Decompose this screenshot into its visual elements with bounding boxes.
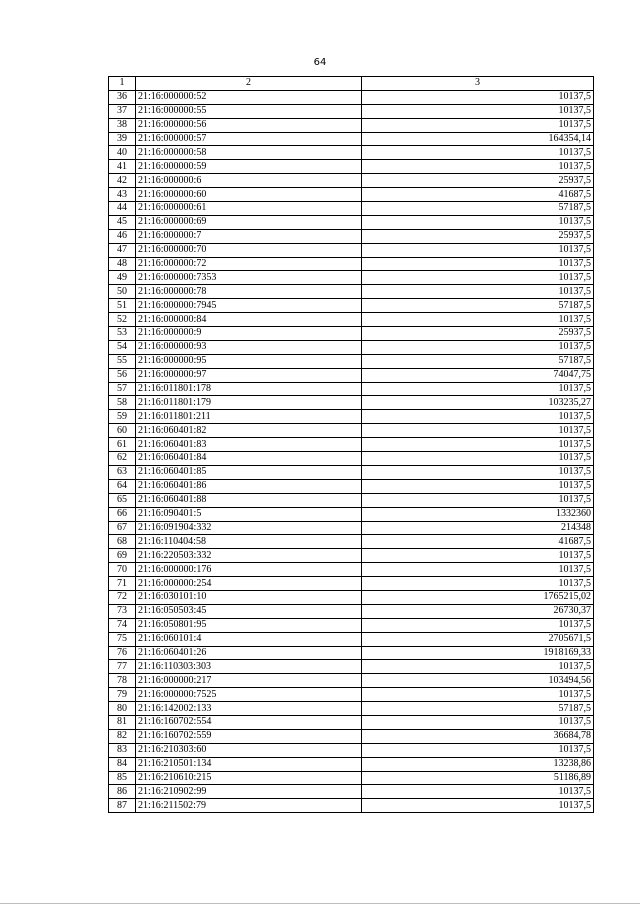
cadastral-number-cell: 21:16:000000:9 <box>136 327 362 341</box>
table-row <box>109 632 594 646</box>
row-number-cell: 69 <box>109 549 136 563</box>
row-number-cell: 41 <box>109 160 136 174</box>
table-row <box>109 674 594 688</box>
row-number-cell: 39 <box>109 132 136 146</box>
cadastral-number-cell: 21:16:210610:215 <box>136 771 362 785</box>
cadastral-number-cell: 21:16:220503:332 <box>136 549 362 563</box>
cadastral-number-cell: 21:16:000000:176 <box>136 563 362 577</box>
value-cell: 1918169,33 <box>362 646 594 660</box>
table-row <box>109 688 594 702</box>
row-number-cell: 65 <box>109 493 136 507</box>
value-cell: 10137,5 <box>362 549 594 563</box>
page-number: 64 <box>313 57 327 68</box>
table-row <box>109 771 594 785</box>
value-cell: 10137,5 <box>362 743 594 757</box>
value-cell: 25937,5 <box>362 327 594 341</box>
cadastral-number-cell: 21:16:091904:332 <box>136 521 362 535</box>
table-row <box>109 563 594 577</box>
value-cell: 57187,5 <box>362 354 594 368</box>
row-number-cell: 46 <box>109 229 136 243</box>
cadastral-number-cell: 21:16:000000:7945 <box>136 299 362 313</box>
row-number-cell: 83 <box>109 743 136 757</box>
table-row <box>109 90 594 104</box>
value-cell: 10137,5 <box>362 160 594 174</box>
value-cell: 10137,5 <box>362 271 594 285</box>
value-cell: 10137,5 <box>362 257 594 271</box>
cadastral-number-cell: 21:16:142002:133 <box>136 702 362 716</box>
value-cell: 41687,5 <box>362 188 594 202</box>
value-cell: 10137,5 <box>362 577 594 591</box>
column-header-1: 1 <box>109 77 136 91</box>
row-number-cell: 43 <box>109 188 136 202</box>
table-row <box>109 313 594 327</box>
table-row <box>109 660 594 674</box>
table-row <box>109 493 594 507</box>
cadastral-number-cell: 21:16:090401:5 <box>136 507 362 521</box>
table-row <box>109 743 594 757</box>
page-bottom-edge <box>0 903 640 904</box>
row-number-cell: 38 <box>109 118 136 132</box>
table-row <box>109 424 594 438</box>
value-cell: 103494,56 <box>362 674 594 688</box>
value-cell: 10137,5 <box>362 410 594 424</box>
cadastral-number-cell: 21:16:060401:26 <box>136 646 362 660</box>
cadastral-number-cell: 21:16:000000:70 <box>136 243 362 257</box>
value-cell: 10137,5 <box>362 438 594 452</box>
column-header-3: 3 <box>362 77 594 91</box>
table-row <box>109 243 594 257</box>
cadastral-number-cell: 21:16:000000:58 <box>136 146 362 160</box>
value-cell: 1332360 <box>362 507 594 521</box>
cadastral-number-cell: 21:16:011801:211 <box>136 410 362 424</box>
row-number-cell: 51 <box>109 299 136 313</box>
row-number-cell: 58 <box>109 396 136 410</box>
value-cell: 10137,5 <box>362 90 594 104</box>
row-number-cell: 44 <box>109 202 136 216</box>
table-row <box>109 618 594 632</box>
value-cell: 10137,5 <box>362 452 594 466</box>
table-row <box>109 257 594 271</box>
table-body <box>109 90 594 812</box>
cadastral-number-cell: 21:16:050801:95 <box>136 618 362 632</box>
row-number-cell: 47 <box>109 243 136 257</box>
table-row <box>109 327 594 341</box>
table-row <box>109 785 594 799</box>
table-row <box>109 577 594 591</box>
column-header-2: 2 <box>136 77 362 91</box>
value-cell: 10137,5 <box>362 424 594 438</box>
table-row <box>109 715 594 729</box>
cadastral-number-cell: 21:16:000000:57 <box>136 132 362 146</box>
row-number-cell: 37 <box>109 104 136 118</box>
cadastral-number-cell: 21:16:030101:10 <box>136 590 362 604</box>
table-row <box>109 535 594 549</box>
cadastral-number-cell: 21:16:000000:69 <box>136 215 362 229</box>
value-cell: 10137,5 <box>362 618 594 632</box>
table-row <box>109 396 594 410</box>
row-number-cell: 86 <box>109 785 136 799</box>
value-cell: 10137,5 <box>362 118 594 132</box>
table-row <box>109 465 594 479</box>
cadastral-number-cell: 21:16:000000:55 <box>136 104 362 118</box>
table-row <box>109 132 594 146</box>
table-row <box>109 604 594 618</box>
table-row <box>109 549 594 563</box>
value-cell: 10137,5 <box>362 479 594 493</box>
cadastral-number-cell: 21:16:000000:254 <box>136 577 362 591</box>
value-cell: 10137,5 <box>362 799 594 813</box>
value-cell: 13238,86 <box>362 757 594 771</box>
row-number-cell: 77 <box>109 660 136 674</box>
value-cell: 2705671,5 <box>362 632 594 646</box>
row-number-cell: 67 <box>109 521 136 535</box>
table-row <box>109 646 594 660</box>
row-number-cell: 63 <box>109 465 136 479</box>
table-row <box>109 507 594 521</box>
row-number-cell: 85 <box>109 771 136 785</box>
row-number-cell: 50 <box>109 285 136 299</box>
cadastral-number-cell: 21:16:060101:4 <box>136 632 362 646</box>
row-number-cell: 79 <box>109 688 136 702</box>
table-row <box>109 729 594 743</box>
cadastral-number-cell: 21:16:060401:86 <box>136 479 362 493</box>
value-cell: 214348 <box>362 521 594 535</box>
value-cell: 103235,27 <box>362 396 594 410</box>
value-cell: 41687,5 <box>362 535 594 549</box>
row-number-cell: 68 <box>109 535 136 549</box>
table-row <box>109 215 594 229</box>
cadastral-number-cell: 21:16:211502:79 <box>136 799 362 813</box>
cadastral-number-cell: 21:16:000000:7 <box>136 229 362 243</box>
cadastral-number-cell: 21:16:000000:59 <box>136 160 362 174</box>
value-cell: 57187,5 <box>362 299 594 313</box>
row-number-cell: 59 <box>109 410 136 424</box>
row-number-cell: 55 <box>109 354 136 368</box>
table-row <box>109 368 594 382</box>
table-row <box>109 521 594 535</box>
cadastral-number-cell: 21:16:000000:84 <box>136 313 362 327</box>
table-row <box>109 160 594 174</box>
row-number-cell: 80 <box>109 702 136 716</box>
table-header-row <box>109 77 594 91</box>
row-number-cell: 71 <box>109 577 136 591</box>
cadastral-number-cell: 21:16:060401:88 <box>136 493 362 507</box>
row-number-cell: 48 <box>109 257 136 271</box>
table-row <box>109 702 594 716</box>
value-cell: 10137,5 <box>362 340 594 354</box>
cadastral-number-cell: 21:16:011801:178 <box>136 382 362 396</box>
row-number-cell: 75 <box>109 632 136 646</box>
cadastral-number-cell: 21:16:160702:559 <box>136 729 362 743</box>
value-cell: 10137,5 <box>362 146 594 160</box>
cadastral-number-cell: 21:16:110404:58 <box>136 535 362 549</box>
value-cell: 57187,5 <box>362 702 594 716</box>
value-cell: 10137,5 <box>362 243 594 257</box>
row-number-cell: 57 <box>109 382 136 396</box>
row-number-cell: 87 <box>109 799 136 813</box>
table-row <box>109 285 594 299</box>
row-number-cell: 72 <box>109 590 136 604</box>
row-number-cell: 81 <box>109 715 136 729</box>
value-cell: 10137,5 <box>362 313 594 327</box>
table-row <box>109 299 594 313</box>
table-row <box>109 202 594 216</box>
value-cell: 10137,5 <box>362 563 594 577</box>
table-row <box>109 757 594 771</box>
cadastral-number-cell: 21:16:011801:179 <box>136 396 362 410</box>
table-row <box>109 590 594 604</box>
cadastral-number-cell: 21:16:060401:82 <box>136 424 362 438</box>
row-number-cell: 40 <box>109 146 136 160</box>
cadastral-number-cell: 21:16:000000:7525 <box>136 688 362 702</box>
cadastral-number-cell: 21:16:000000:60 <box>136 188 362 202</box>
table-row <box>109 799 594 813</box>
cadastral-number-cell: 21:16:000000:7353 <box>136 271 362 285</box>
value-cell: 10137,5 <box>362 493 594 507</box>
row-number-cell: 49 <box>109 271 136 285</box>
cadastral-number-cell: 21:16:210303:60 <box>136 743 362 757</box>
table-row <box>109 354 594 368</box>
table-row <box>109 452 594 466</box>
cadastral-number-cell: 21:16:000000:6 <box>136 174 362 188</box>
value-cell: 26730,37 <box>362 604 594 618</box>
row-number-cell: 66 <box>109 507 136 521</box>
cadastral-number-cell: 21:16:000000:217 <box>136 674 362 688</box>
value-cell: 10137,5 <box>362 785 594 799</box>
cadastral-number-cell: 21:16:000000:56 <box>136 118 362 132</box>
row-number-cell: 36 <box>109 90 136 104</box>
cadastral-number-cell: 21:16:000000:72 <box>136 257 362 271</box>
value-cell: 10137,5 <box>362 465 594 479</box>
value-cell: 10137,5 <box>362 215 594 229</box>
table-row <box>109 104 594 118</box>
value-cell: 25937,5 <box>362 229 594 243</box>
value-cell: 10137,5 <box>362 715 594 729</box>
table-row <box>109 118 594 132</box>
value-cell: 10137,5 <box>362 382 594 396</box>
cadastral-number-cell: 21:16:210902:99 <box>136 785 362 799</box>
row-number-cell: 70 <box>109 563 136 577</box>
value-cell: 25937,5 <box>362 174 594 188</box>
cadastral-number-cell: 21:16:000000:78 <box>136 285 362 299</box>
table-row <box>109 410 594 424</box>
cadastral-number-cell: 21:16:000000:93 <box>136 340 362 354</box>
row-number-cell: 62 <box>109 452 136 466</box>
row-number-cell: 61 <box>109 438 136 452</box>
cadastral-number-cell: 21:16:060401:83 <box>136 438 362 452</box>
cadastral-number-cell: 21:16:060401:84 <box>136 452 362 466</box>
row-number-cell: 73 <box>109 604 136 618</box>
table-row <box>109 229 594 243</box>
table-row <box>109 174 594 188</box>
row-number-cell: 53 <box>109 327 136 341</box>
table-row <box>109 479 594 493</box>
cadastral-number-cell: 21:16:060401:85 <box>136 465 362 479</box>
value-cell: 57187,5 <box>362 202 594 216</box>
data-table <box>108 76 594 813</box>
table-row <box>109 438 594 452</box>
row-number-cell: 76 <box>109 646 136 660</box>
value-cell: 51186,89 <box>362 771 594 785</box>
cadastral-number-cell: 21:16:160702:554 <box>136 715 362 729</box>
cadastral-number-cell: 21:16:000000:52 <box>136 90 362 104</box>
cadastral-number-cell: 21:16:110303:303 <box>136 660 362 674</box>
value-cell: 36684,78 <box>362 729 594 743</box>
row-number-cell: 84 <box>109 757 136 771</box>
cadastral-number-cell: 21:16:000000:61 <box>136 202 362 216</box>
table-row <box>109 271 594 285</box>
cadastral-number-cell: 21:16:000000:95 <box>136 354 362 368</box>
value-cell: 74047,75 <box>362 368 594 382</box>
cadastral-number-cell: 21:16:210501:134 <box>136 757 362 771</box>
table-row <box>109 146 594 160</box>
table-row <box>109 340 594 354</box>
row-number-cell: 64 <box>109 479 136 493</box>
table-row <box>109 188 594 202</box>
row-number-cell: 42 <box>109 174 136 188</box>
value-cell: 10137,5 <box>362 104 594 118</box>
row-number-cell: 60 <box>109 424 136 438</box>
value-cell: 10137,5 <box>362 285 594 299</box>
row-number-cell: 74 <box>109 618 136 632</box>
cadastral-number-cell: 21:16:050503:45 <box>136 604 362 618</box>
table-row <box>109 382 594 396</box>
value-cell: 10137,5 <box>362 660 594 674</box>
value-cell: 164354,14 <box>362 132 594 146</box>
cadastral-number-cell: 21:16:000000:97 <box>136 368 362 382</box>
row-number-cell: 56 <box>109 368 136 382</box>
row-number-cell: 54 <box>109 340 136 354</box>
row-number-cell: 82 <box>109 729 136 743</box>
row-number-cell: 78 <box>109 674 136 688</box>
row-number-cell: 45 <box>109 215 136 229</box>
value-cell: 1765215,02 <box>362 590 594 604</box>
value-cell: 10137,5 <box>362 688 594 702</box>
row-number-cell: 52 <box>109 313 136 327</box>
